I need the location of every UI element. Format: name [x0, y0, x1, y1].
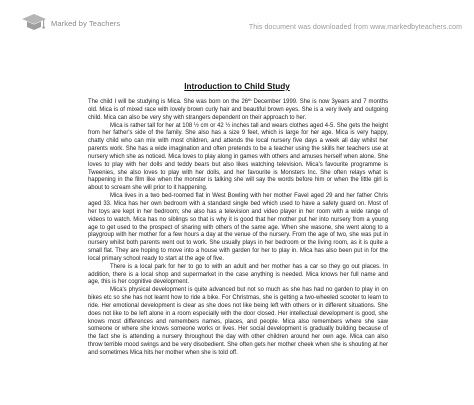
document-page [0, 60, 474, 405]
paragraph-development: Mica's physical development is quite advanced but not so much as she has had no garden to play in on bikes etc so she has not learnt how to ride a bike. For Christmas, she is getting a two-wheeled scooter to learn to ride. Her emotional development is clear as she does not like being left with others or in different situations. She does not like to be left alone in a room especially with the door closed. Her intellectual development is good, she knows most differences and remembers names, places, and people. Mica also remembers where she saw someone or where she knows someone works or lives. Her social development is gradually building because of the fact she is attending a nursery throughout the day with other children around her own age. Mica can also throw terrible mood swings and be very disobedient. She often gets her mother cheek when she is shouting at her and sometimes Mica hits her mother when she is told off. [88, 287, 388, 356]
paragraph-home-life: Mica lives in a two bed-roomed flat in West Bowling with her mother Favel aged 29 and her father Chris aged 33. Mica has her own bedroom with a standard single bed which used to have a safety guard on. Most of her toys are kept in her bedroom; she also has a television and video player in her room with a wide range of videos to watch. Mica has no siblings so that is why it is good that her mother put her into nursery from a young age to get used to the prospect of sharing with others of the same age. When she wasone, she went along to a playgroup with her mother for a few hours a day at the venue of the nursery. From the age of two, she was put in nursery whilst both parents went out to work. She usually plays in her bedroom or the living room, as it is quite a small flat. They are hoping to move into a house with garden for her to play in. Mica has also been put in for the local primary school ready to start at the age of five. [88, 193, 388, 262]
document-title: Introduction to Child Study [184, 82, 290, 91]
download-notice: This document was downloaded from www.markedbyteachers.com [248, 24, 462, 31]
intro-text-b: December 1999. She is now 3years and 7 months old. Mica is of mixed race with lovely brown curly hair and beautiful brown eyes. She is a very lively and outgoing child. Mica can also be very shy with strangers dependent on their approach to her. [88, 99, 388, 121]
brand-logo[interactable] [21, 12, 120, 34]
paragraph-intro [88, 99, 388, 123]
intro-text-a: The child I will be studying is Mica. She was born on the 26 [88, 99, 249, 105]
date-ordinal: th [248, 97, 252, 102]
paragraph-local-area: There is a local park for her to go to with an adult and her mother has a car so they go out places. In addition, there is a local shop and supermarket in the case anything is needed. Mica knows her full name and age, this is her cognitive development. [88, 263, 388, 286]
document-body [88, 99, 388, 358]
paragraph-physical-description: Mica is rather tall for her at 108 ½ cm or 42 ½ inches tall and wears clothes aged 4-5. She gets the height from her father's side of the family. She also has a size 9 feet, which is large for her age. Mica is very happy, chatty child who can mix with most children, and attends the local nursery five days a week all day whilst her parents work. She has a wide imagination and often pretends to be a teacher using the skills her teachers use at nursery which she as noticed. Mica loves to play along in games with others and amuses herself when alone. She loves to play with her dolls and teddy bears but also likes watching television. Mica's favourite programme is Tweenies, she also loves to play with her dolls, and her favourite is Monsters Inc. She often relays what is happening in the film like when the monster is talking she will say the words before him or when the little girl is about to scream she will prior to it happening. [88, 122, 388, 192]
page-header [0, 0, 474, 60]
mortarboard-icon [21, 12, 47, 34]
brand-name: Marked by Teachers [51, 18, 121, 28]
